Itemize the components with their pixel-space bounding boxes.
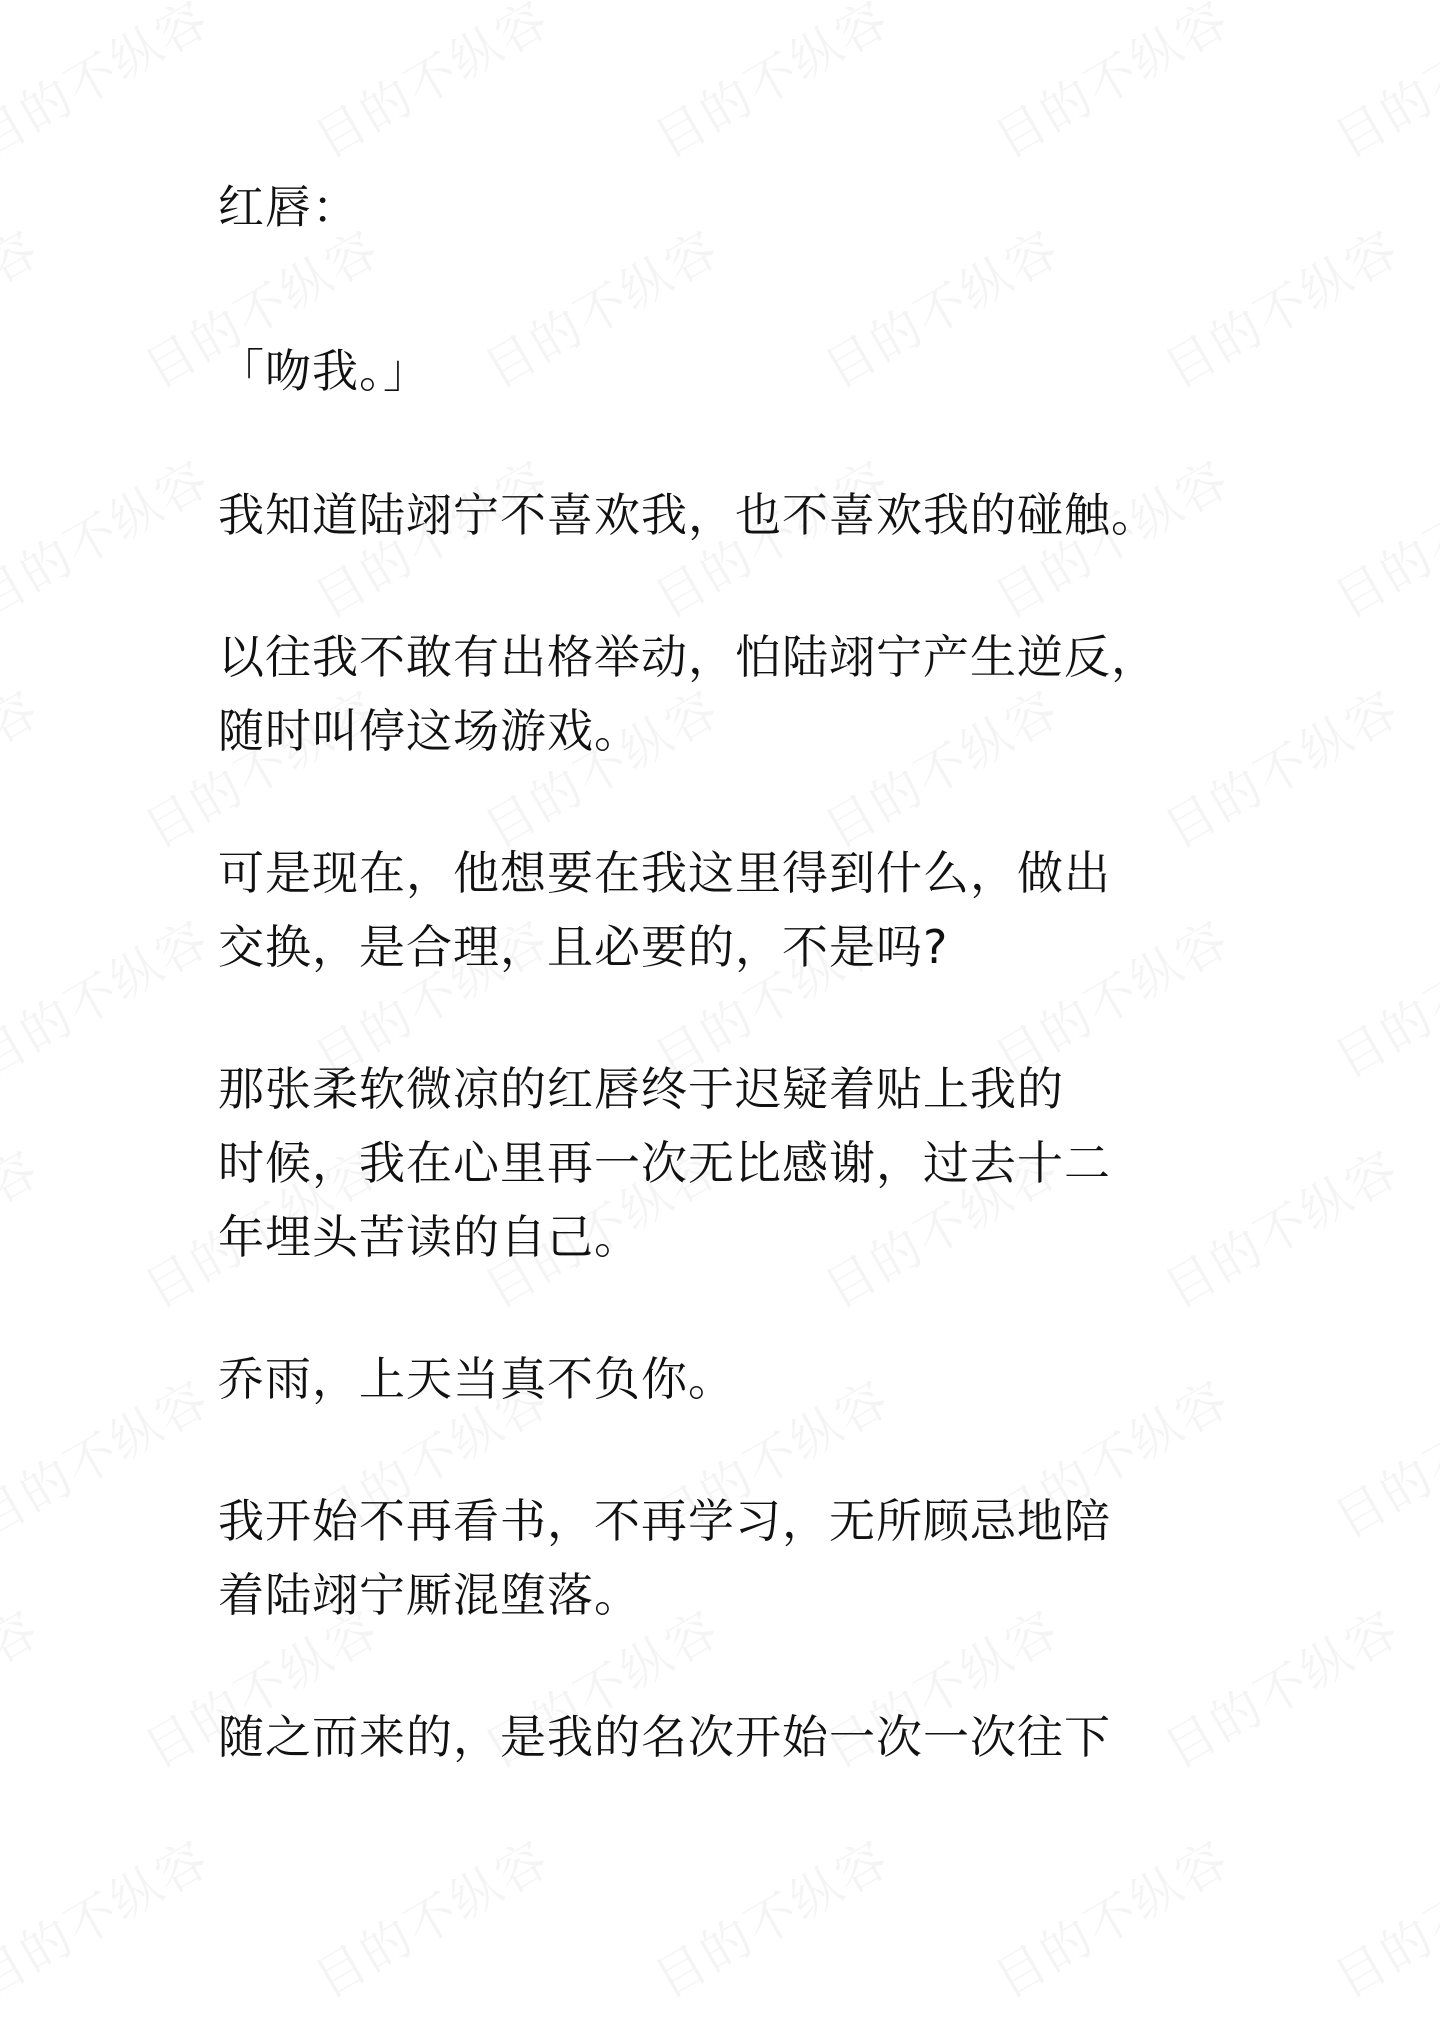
paragraph-line: 我开始不再看书，不再学习，无所顾忌地陪 xyxy=(218,1494,1111,1548)
paragraph xyxy=(218,1484,1238,1632)
watermark-text xyxy=(1319,1360,1440,1552)
paragraph xyxy=(218,478,1238,552)
paragraph-quote xyxy=(218,334,1238,408)
watermark-text xyxy=(299,1820,560,2012)
watermark-text xyxy=(1319,900,1440,1092)
paragraph-line: 红唇： xyxy=(218,180,359,234)
paragraph-line: 交换，是合理，且必要的，不是吗? xyxy=(218,920,949,974)
paragraph-line: 以往我不敢有出格举动，怕陆翊宁产生逆反， xyxy=(218,630,1158,684)
watermark-text xyxy=(0,0,221,172)
watermark-text xyxy=(0,1820,221,2012)
watermark-text xyxy=(639,1820,900,2012)
watermark-text xyxy=(1319,0,1440,172)
paragraph-line: 随时叫停这场游戏。 xyxy=(218,704,641,758)
paragraph xyxy=(218,1052,1238,1274)
paragraph-title xyxy=(218,170,1238,244)
watermark-text xyxy=(0,1360,221,1552)
watermark-text xyxy=(1319,440,1440,632)
watermark-text xyxy=(0,900,221,1092)
paragraph-line: 随之而来的，是我的名次开始一次一次往下 xyxy=(218,1710,1111,1764)
watermark-text xyxy=(0,670,51,862)
paragraph-line: 可是现在，他想要在我这里得到什么，做出 xyxy=(218,846,1111,900)
paragraph xyxy=(218,620,1238,768)
watermark-text xyxy=(1319,1820,1440,2012)
paragraph-line: 着陆翊宁厮混堕落。 xyxy=(218,1568,641,1622)
paragraph xyxy=(218,836,1238,984)
watermark-text xyxy=(979,0,1240,172)
article-body xyxy=(218,170,1238,1842)
paragraph-line: 年埋头苦读的自己。 xyxy=(218,1210,641,1264)
watermark-text xyxy=(0,1590,51,1782)
watermark-text xyxy=(639,0,900,172)
watermark-text xyxy=(0,1130,51,1322)
paragraph-line: 我知道陆翊宁不喜欢我，也不喜欢我的碰触。 xyxy=(218,488,1158,542)
paragraph xyxy=(218,1700,1238,1774)
paragraph-line: 时候，我在心里再一次无比感谢，过去十二 xyxy=(218,1136,1111,1190)
paragraph-line: 那张柔软微凉的红唇终于迟疑着贴上我的 xyxy=(218,1062,1064,1116)
watermark-text xyxy=(0,210,51,402)
watermark-text xyxy=(0,440,221,632)
watermark-text xyxy=(299,0,560,172)
paragraph xyxy=(218,1342,1238,1416)
paragraph-line: 「吻我。」 xyxy=(218,344,430,398)
paragraph-line: 乔雨，上天当真不负你。 xyxy=(218,1352,735,1406)
watermark-text xyxy=(979,1820,1240,2012)
